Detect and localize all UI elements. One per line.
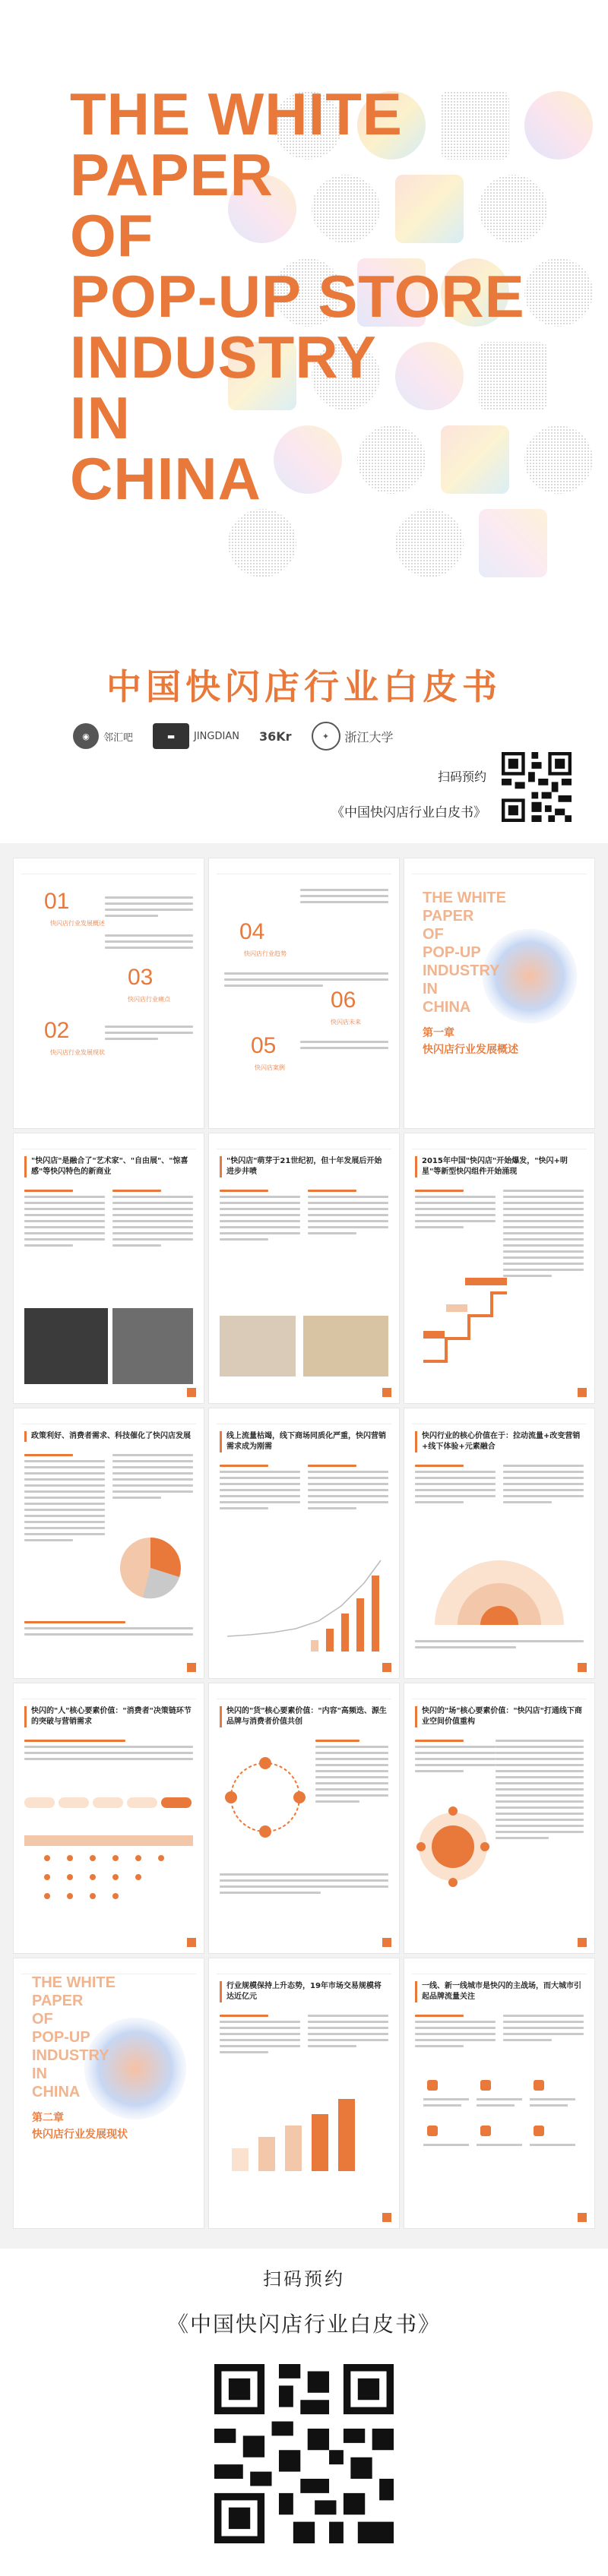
toc-label: 快闪店未来 bbox=[331, 1019, 361, 1026]
bar-chart-thumbnail bbox=[224, 2088, 384, 2171]
title-line: POP-UP STORE bbox=[70, 263, 525, 330]
qr-code-icon[interactable] bbox=[502, 752, 572, 822]
page-heading: "快闪店"萌芽于21世纪初，但十年发展后开始进步井喷 bbox=[220, 1156, 388, 1177]
chapter-one-page[interactable] bbox=[404, 858, 594, 1128]
page-heading: 快闪行业的核心价值在于：拉动流量+改变营销+线下体验+元素融合 bbox=[415, 1431, 584, 1452]
toc-page-left[interactable] bbox=[14, 858, 204, 1128]
logo-36kr: 36Kr bbox=[258, 729, 292, 744]
footer-cta bbox=[0, 2249, 608, 2576]
chinese-title: 中国快闪店行业白皮书 bbox=[106, 666, 502, 707]
content-page[interactable] bbox=[14, 1683, 204, 1953]
staircase-diagram bbox=[420, 1263, 511, 1369]
content-page[interactable] bbox=[209, 1958, 399, 2228]
toc-label: 快闪店案例 bbox=[255, 1064, 285, 1071]
content-page[interactable] bbox=[14, 1133, 204, 1403]
zju-seal-icon: ✦ bbox=[312, 722, 340, 751]
chapter-one-english-title: THE WHITE PAPER OF POP-UP INDUSTRY IN CHINA bbox=[423, 890, 506, 1016]
page-heading: 2015年中国"快闪店"开始爆发，"快闪+明星"等新型快闪组件开始涌现 bbox=[415, 1156, 584, 1177]
pie-chart-icon bbox=[112, 1530, 188, 1606]
toc-label: 快闪店行业发展现状 bbox=[50, 1049, 105, 1056]
content-page[interactable] bbox=[209, 1408, 399, 1678]
toc-label: 快闪店行业趋势 bbox=[244, 950, 287, 957]
radial-diagram bbox=[415, 1805, 491, 1889]
toc-number: 06 bbox=[331, 988, 356, 1013]
qr-code-icon[interactable] bbox=[214, 2364, 394, 2543]
chapter-two-english-title: THE WHITE PAPER OF POP-UP INDUSTRY IN CHINA bbox=[32, 1974, 116, 2100]
chapter-one-number: 第一章 bbox=[423, 1027, 454, 1039]
linhuiba-logo-icon: ◉ bbox=[73, 723, 99, 749]
title-line: THE WHITE bbox=[70, 81, 403, 147]
jingdian-logo-icon: ▬ bbox=[153, 723, 189, 749]
footer-book-title: 《中国快闪店行业白皮书》 bbox=[166, 2312, 441, 2337]
title-line: IN bbox=[70, 384, 131, 451]
toc-number: 04 bbox=[239, 919, 265, 944]
page-heading: 快闪的"货"核心要素价值："内容"高频迭、源生品牌与消费者价值共创 bbox=[220, 1706, 388, 1727]
title-line: CHINA bbox=[70, 445, 261, 512]
flow-diagram bbox=[24, 1782, 193, 1828]
title-line: INDUSTRY bbox=[70, 324, 377, 390]
logo-jingdian: ▬ JINGDIAN bbox=[153, 723, 239, 749]
content-page[interactable] bbox=[404, 1408, 594, 1678]
chapter-two-number: 第二章 bbox=[32, 2112, 64, 2124]
store-photo bbox=[24, 1308, 108, 1384]
cover-scan-label: 扫码预约 bbox=[437, 770, 486, 784]
logo-linhuiba: ◉ 邻汇吧 bbox=[73, 723, 133, 749]
toc-number: 02 bbox=[44, 1018, 70, 1043]
english-title bbox=[70, 81, 525, 512]
logo-zju: ✦ 浙江大学 bbox=[312, 722, 394, 751]
content-page[interactable] bbox=[404, 1133, 594, 1403]
title-line: PAPER bbox=[70, 141, 274, 208]
bar-line-chart-thumbnail bbox=[220, 1545, 388, 1659]
page-heading: 线上流量枯竭，线下商场同质化严重，快闪营销需求成为刚需 bbox=[220, 1431, 388, 1452]
content-page[interactable] bbox=[209, 1683, 399, 1953]
partner-logos bbox=[73, 722, 394, 751]
title-line: OF bbox=[70, 202, 154, 269]
cycle-diagram bbox=[220, 1744, 311, 1858]
content-page[interactable] bbox=[14, 1408, 204, 1678]
page-heading: 快闪的"人"核心要素价值："消费者"决策链环节的突破与营销需求 bbox=[24, 1706, 193, 1727]
page-heading: 一线、新一线城市是快闪的主战场，而大城市引起品牌流量关注 bbox=[415, 1981, 584, 2002]
icon-grid bbox=[420, 2072, 579, 2164]
cover-scan-book: 《中国快闪店行业白皮书》 bbox=[331, 805, 486, 820]
semicircle-diagram bbox=[427, 1541, 572, 1633]
table-thumbnail bbox=[24, 1835, 193, 1919]
toc-label: 快闪店行业发展概述 bbox=[50, 920, 105, 927]
footer-scan-label: 扫码预约 bbox=[263, 2268, 345, 2290]
content-page[interactable] bbox=[209, 1133, 399, 1403]
page-heading: 行业规模保持上升态势，19年市场交易规模将达近亿元 bbox=[220, 1981, 388, 2002]
chapter-two-page[interactable] bbox=[14, 1958, 204, 2228]
toc-number: 03 bbox=[128, 965, 154, 990]
content-page[interactable] bbox=[404, 1683, 594, 1953]
store-photo bbox=[220, 1316, 296, 1377]
page-heading: 政策利好、消费者需求、科技催化了快闪店发展 bbox=[24, 1431, 193, 1442]
toc-label: 快闪店行业痛点 bbox=[128, 996, 170, 1003]
store-photo bbox=[112, 1308, 193, 1384]
store-photo bbox=[303, 1316, 388, 1377]
cover-page bbox=[0, 0, 608, 843]
chapter-two-subtitle: 快闪店行业发展现状 bbox=[32, 2129, 128, 2141]
chapter-one-subtitle: 快闪店行业发展概述 bbox=[423, 1044, 518, 1056]
page-heading: "快闪店"是融合了"艺术家"、"自由展"、"惊喜感"等快闪特色的新商业 bbox=[24, 1156, 193, 1177]
content-page[interactable] bbox=[404, 1958, 594, 2228]
toc-page-right[interactable] bbox=[209, 858, 399, 1128]
toc-number: 01 bbox=[44, 889, 70, 914]
toc-number: 05 bbox=[251, 1033, 277, 1058]
page-heading: 快闪的"场"核心要素价值："快闪店"打通线下商业空间价值重构 bbox=[415, 1706, 584, 1727]
